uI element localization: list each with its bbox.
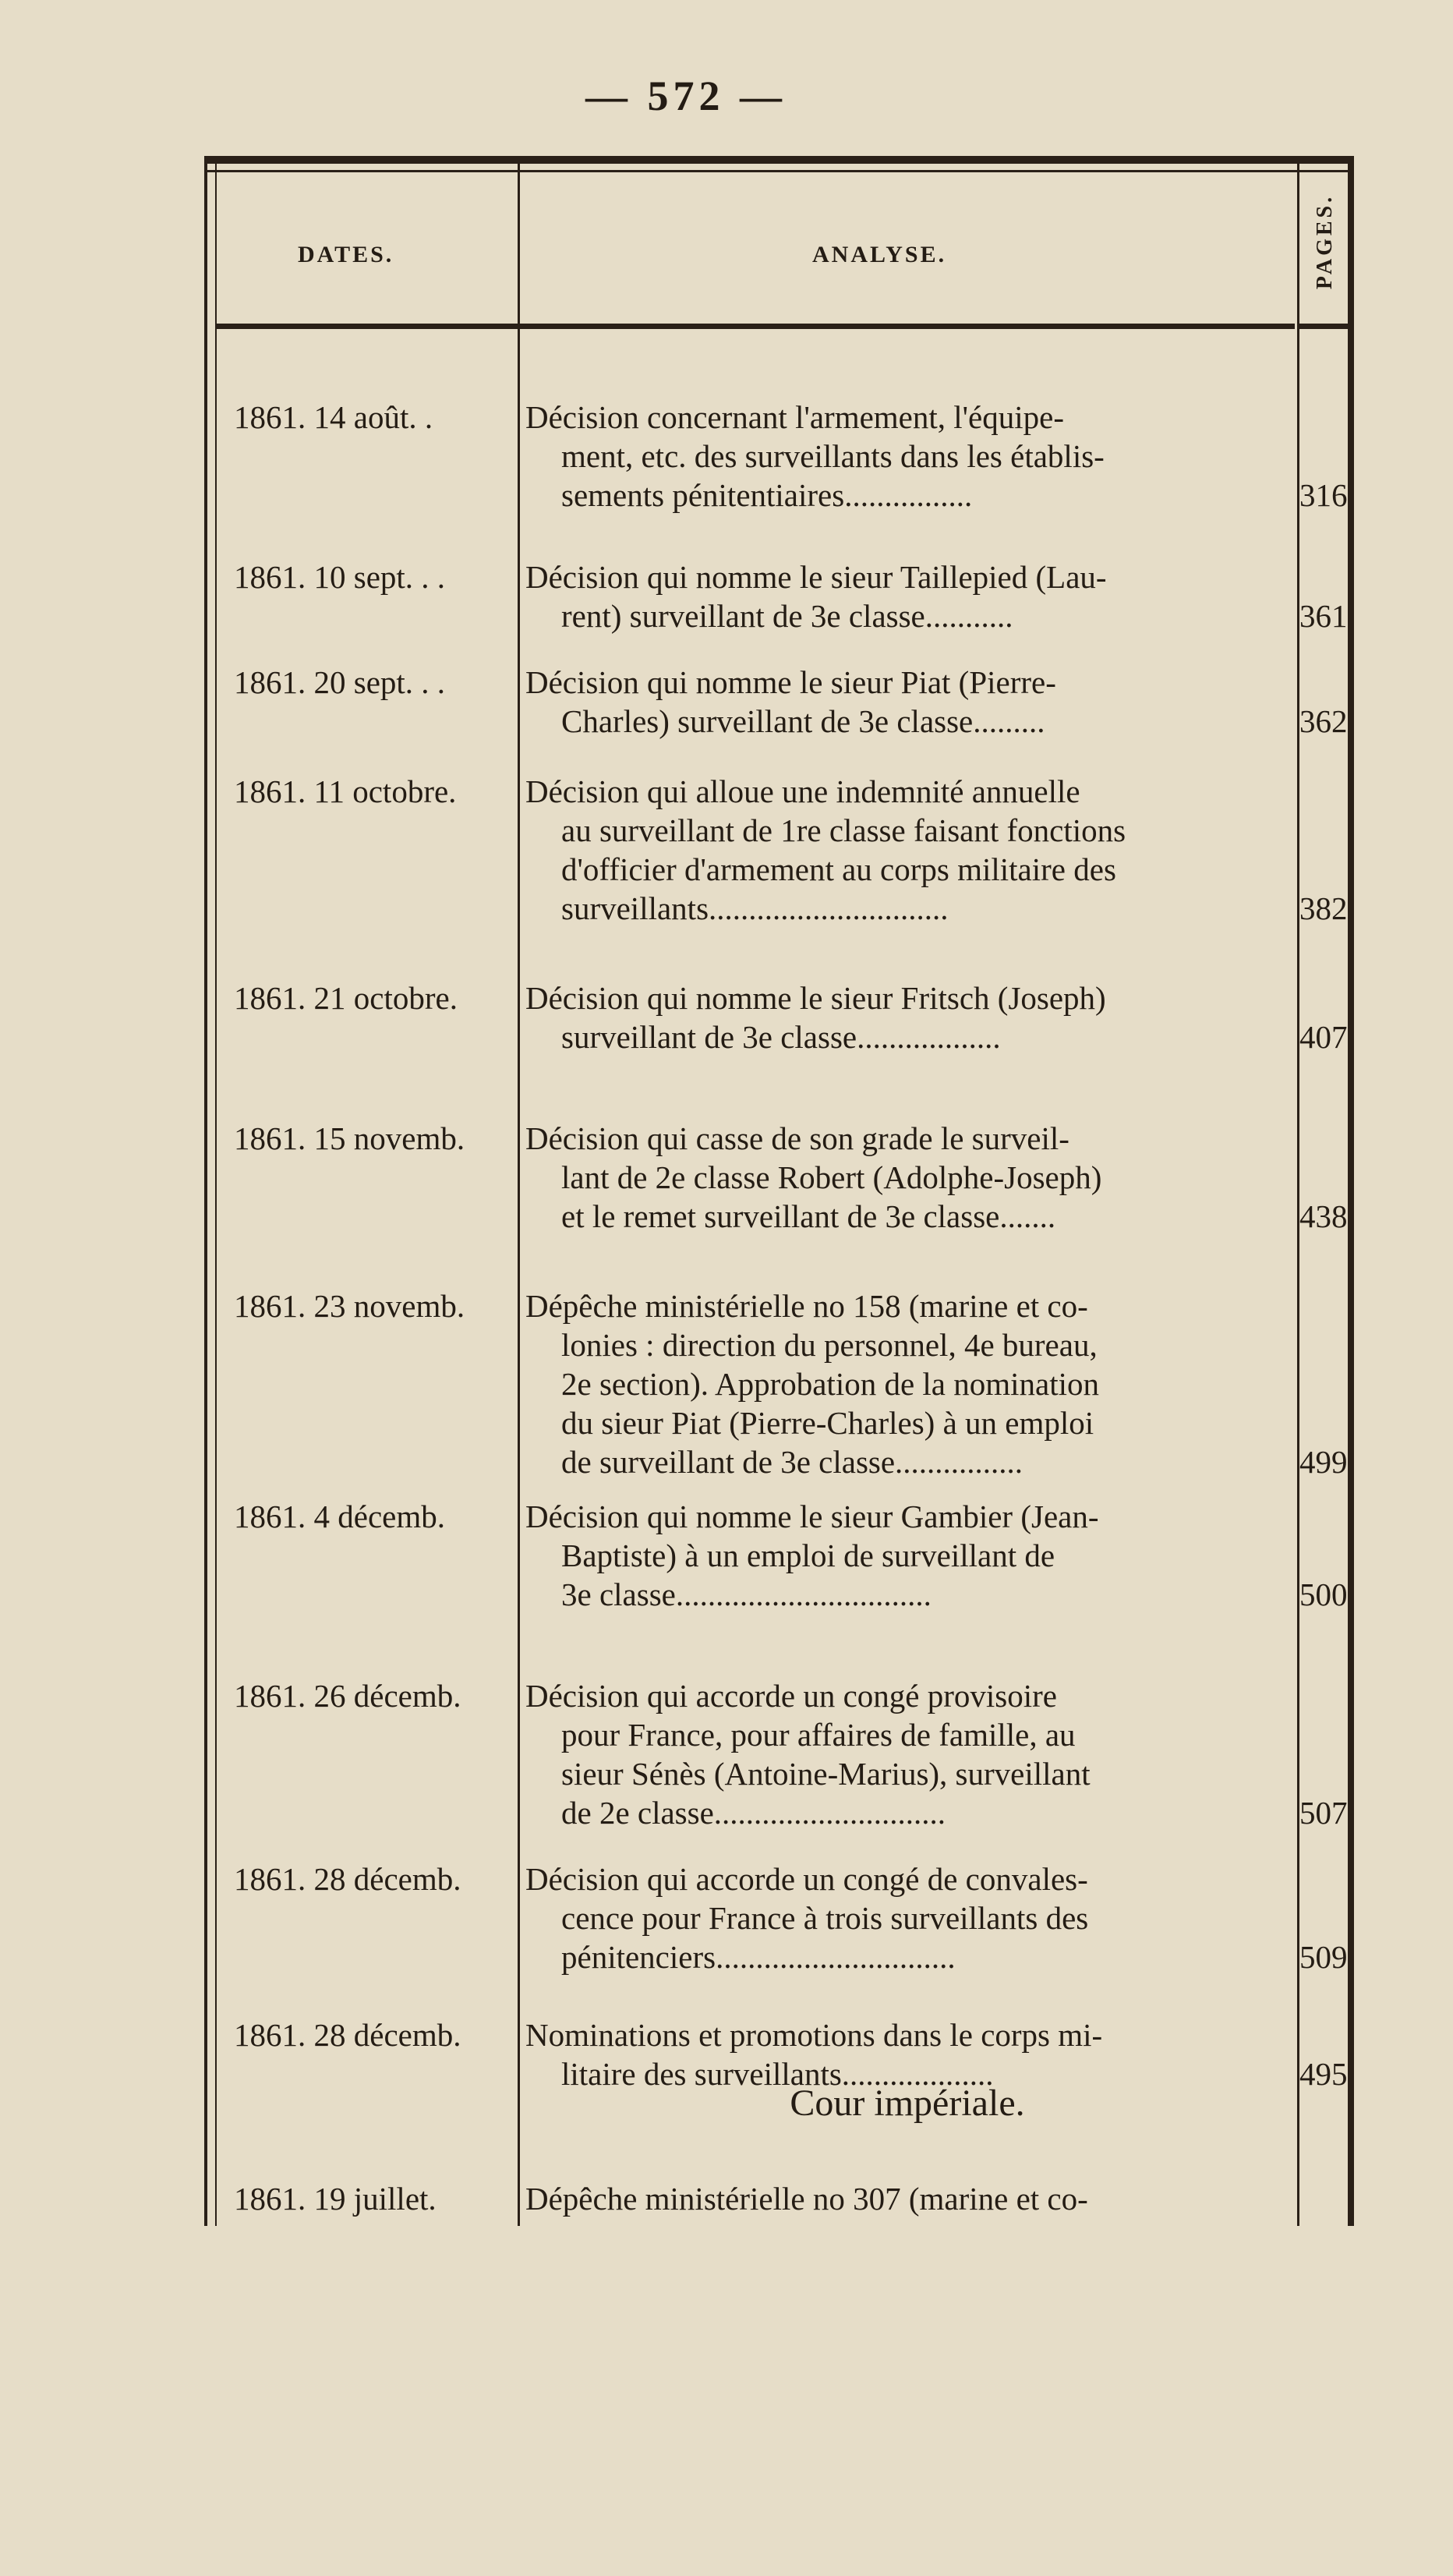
analysis-line: Décision concernant l'armement, l'équipe- (525, 399, 1064, 435)
header-rule (215, 324, 1295, 329)
analysis-line: lant de 2e classe Robert (Adolphe-Joseph) (561, 1159, 1102, 1195)
analysis-line: Décision qui casse de son grade le surveil- (525, 1120, 1069, 1156)
row-page-number: 361 (1299, 598, 1348, 634)
header-rule-pages (1299, 324, 1348, 329)
analysis-line: Dépêche ministérielle no 307 (marine et co- (525, 2181, 1088, 2217)
table-inner-left-border (215, 164, 217, 2226)
analysis-line: 3e classe................................ (561, 1576, 932, 1612)
analysis-line: Nominations et promotions dans le corps mi- (525, 2017, 1103, 2053)
analysis-line: lonies : direction du personnel, 4e bureau, (561, 1327, 1098, 1363)
row-analysis (525, 1119, 1289, 1236)
index-table (204, 156, 1354, 2226)
analysis-line: surveillants.............................. (561, 890, 949, 926)
analysis-line: 2e section). Approbation de la nomination (561, 1366, 1100, 1402)
row-analysis (525, 398, 1289, 515)
row-analysis (525, 1676, 1289, 1832)
row-page-number: 499 (1299, 1444, 1348, 1480)
row-analysis (525, 1497, 1289, 1614)
row-analysis (525, 1859, 1289, 1976)
header-pages-label: PAGES. (1313, 193, 1337, 290)
row-analysis (525, 663, 1289, 741)
analysis-line: Décision qui nomme le sieur Piat (Pierre- (525, 664, 1056, 700)
analysis-line: Décision qui alloue une indemnité annuelle (525, 773, 1080, 809)
analysis-line: rent) surveillant de 3e classe........... (561, 598, 1013, 634)
row-page-number: 382 (1299, 890, 1348, 926)
analysis-line: litaire des surveillants................... (561, 2056, 994, 2092)
row-date: 1861. 14 août. . (234, 399, 433, 435)
row-date: 1861. 23 novemb. (234, 1288, 465, 1324)
row-date: 1861. 20 sept. . . (234, 664, 446, 700)
analysis-line: Décision qui accorde un congé provisoire (525, 1678, 1057, 1714)
row-date: 1861. 10 sept. . . (234, 559, 446, 595)
section-title: Cour impériale. (790, 2082, 1025, 2124)
dates-column-divider (518, 164, 520, 2226)
row-page-number: 500 (1299, 1576, 1348, 1612)
row-page-number: 407 (1299, 1019, 1348, 1055)
header-pages (1303, 187, 1347, 296)
analysis-line: cence pour France à trois surveillants des (561, 1900, 1089, 1936)
row-page-number: 495 (1299, 2056, 1348, 2092)
analysis-line: pénitenciers.............................. (561, 1939, 956, 1975)
analysis-line: surveillant de 3e classe.................. (561, 1019, 1001, 1055)
row-date: 1861. 19 juillet. (234, 2181, 437, 2217)
row-page-number: 316 (1299, 477, 1348, 513)
analysis-line: pour France, pour affaires de famille, au (561, 1717, 1076, 1753)
row-date: 1861. 15 novemb. (234, 1120, 465, 1156)
row-analysis (525, 557, 1289, 635)
row-date: 1861. 4 décemb. (234, 1499, 445, 1534)
analysis-line: Décision qui nomme le sieur Fritsch (Joseph) (525, 980, 1106, 1016)
table-right-border (1348, 164, 1354, 2226)
table-left-border (204, 164, 207, 2226)
analysis-line: du sieur Piat (Pierre-Charles) à un emploi (561, 1405, 1094, 1441)
row-page-number: 507 (1299, 1795, 1348, 1831)
analysis-line: Décision qui accorde un congé de convales- (525, 1861, 1088, 1897)
row-date: 1861. 21 octobre. (234, 980, 458, 1016)
pages-column-divider (1297, 164, 1299, 2226)
analysis-line: Baptiste) à un emploi de surveillant de (561, 1537, 1055, 1573)
row-date: 1861. 11 octobre. (234, 773, 457, 809)
row-date: 1861. 28 décemb. (234, 1861, 461, 1897)
analysis-line: Dépêche ministérielle no 158 (marine et co- (525, 1288, 1088, 1324)
page-number: — 572 — (585, 73, 787, 119)
analysis-line: Charles) surveillant de 3e classe......... (561, 703, 1045, 739)
analysis-line: Décision qui nomme le sieur Taillepied (Lau- (525, 559, 1107, 595)
analysis-line: Décision qui nomme le sieur Gambier (Jean- (525, 1499, 1099, 1534)
analysis-line: et le remet surveillant de 3e classe....... (561, 1198, 1056, 1234)
row-page-number: 438 (1299, 1198, 1348, 1234)
row-analysis (525, 978, 1289, 1056)
header-dates: DATES. (298, 242, 394, 267)
row-date: 1861. 26 décemb. (234, 1678, 461, 1714)
row-analysis (525, 1286, 1289, 1481)
analysis-line: de 2e classe............................. (561, 1795, 946, 1831)
analysis-line: sements pénitentiaires................ (561, 477, 973, 513)
row-date: 1861. 28 décemb. (234, 2017, 461, 2053)
analysis-line: sieur Sénès (Antoine-Marius), surveillant (561, 1756, 1091, 1792)
row-page-number: 362 (1299, 703, 1348, 739)
analysis-line: ment, etc. des surveillants dans les établis- (561, 438, 1105, 474)
analysis-line: au surveillant de 1re classe faisant fonctions (561, 812, 1126, 848)
analysis-line: de surveillant de 3e classe................ (561, 1444, 1023, 1480)
analysis-line: d'officier d'armement au corps militaire des (561, 851, 1116, 887)
row-analysis (525, 2179, 1289, 2218)
row-page-number: 509 (1299, 1939, 1348, 1975)
header-analyse: ANALYSE. (812, 242, 947, 267)
row-analysis (525, 772, 1289, 928)
